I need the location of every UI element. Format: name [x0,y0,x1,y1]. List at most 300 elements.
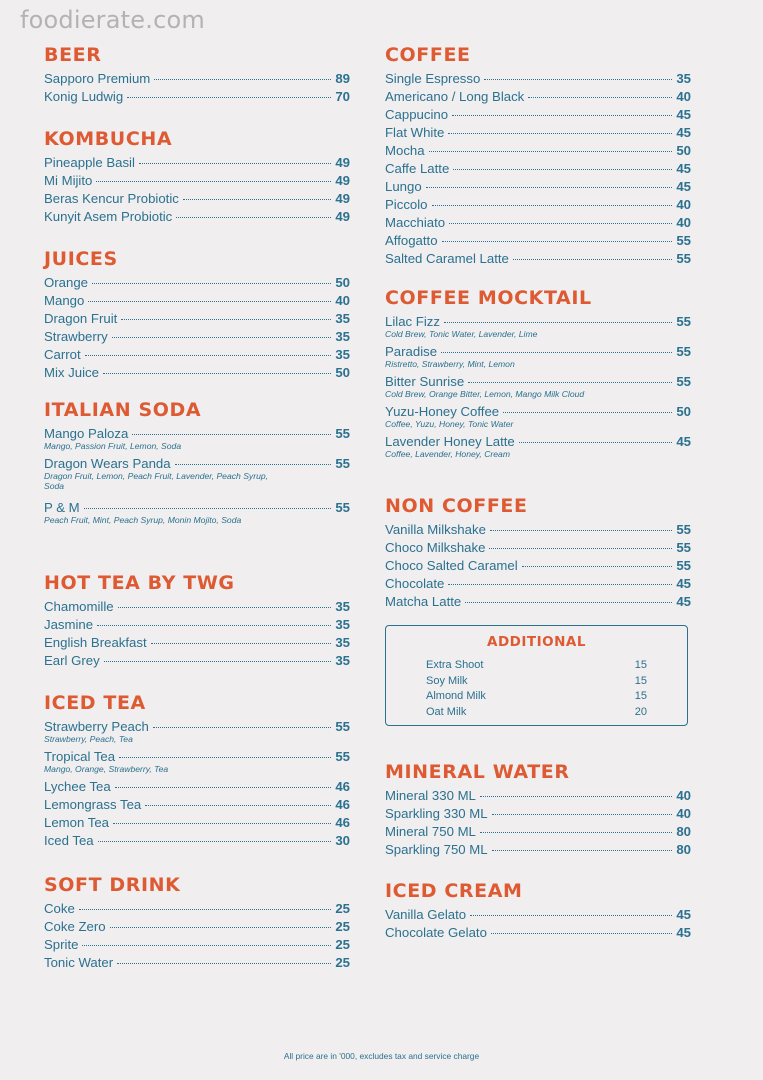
section-title: MINERAL WATER [385,761,570,783]
dot-leader [448,133,672,134]
item-price: 35 [335,635,350,650]
item-name: Strawberry [44,329,108,344]
menu-item-row [44,634,350,652]
dot-leader [468,382,672,383]
item-price: 40 [676,197,691,212]
item-description: Mango, Passion Fruit, Lemon, Soda [44,441,182,451]
menu-item [385,160,691,178]
menu-item-row [44,88,350,106]
item-name: Chamomille [44,599,114,614]
item-price: 45 [676,925,691,940]
dot-leader [448,584,672,585]
menu-item-list [385,906,691,942]
menu-item-row [44,598,350,616]
dot-leader [97,625,331,626]
menu-item-row [385,232,691,250]
item-name: Coke [44,901,75,916]
menu-item [385,70,691,88]
menu-item-row [44,796,350,814]
item-description: Strawberry, Peach, Tea [44,734,133,744]
item-price: 50 [335,275,350,290]
menu-item-list [44,425,350,525]
menu-item-list [385,521,691,611]
section-coffee [385,42,691,268]
menu-item [44,328,350,346]
menu-item-row [44,346,350,364]
menu-item-list [385,787,691,859]
dot-leader [117,963,331,964]
dot-leader [121,319,331,320]
menu-item-row [385,557,691,575]
item-price: 40 [676,788,691,803]
item-price: 55 [676,233,691,248]
dot-leader [426,187,672,188]
menu-item [44,346,350,364]
item-price: 25 [335,955,350,970]
item-name: Single Espresso [385,71,481,86]
menu-item-row [44,310,350,328]
item-name: Vanilla Milkshake [385,522,486,537]
item-price: 45 [676,161,691,176]
menu-item-row [385,124,691,142]
item-name: Choco Salted Caramel [385,558,518,573]
section-title: ICED CREAM [385,880,523,902]
additional-item-name: Soy Milk [426,674,468,687]
item-name: Carrot [44,347,81,362]
menu-item [385,924,691,942]
menu-item-row [44,918,350,936]
additional-item-price: 15 [634,674,647,687]
menu-item [385,557,691,575]
section-juices [44,246,350,382]
menu-item [44,598,350,616]
item-name: Lavender Honey Latte [385,434,515,449]
menu-item [44,718,350,744]
menu-item [385,433,691,459]
section-kombucha [44,126,350,226]
item-name: Strawberry Peach [44,719,149,734]
item-price: 49 [335,173,350,188]
dot-leader [115,787,331,788]
item-price: 45 [676,125,691,140]
dot-leader [452,115,672,116]
menu-item [44,455,350,491]
dot-leader [432,205,672,206]
menu-item [44,70,350,88]
item-price: 55 [676,540,691,555]
menu-item-row [385,70,691,88]
menu-item [44,900,350,918]
menu-item-list [44,900,350,972]
menu-item [44,292,350,310]
menu-item [44,954,350,972]
item-price: 35 [335,329,350,344]
item-price: 55 [676,558,691,573]
item-name: Mango [44,293,85,308]
section-italian-soda [44,397,350,529]
menu-item-row [44,154,350,172]
section-title: COFFEE [385,44,471,66]
item-price: 50 [335,365,350,380]
menu-item [385,805,691,823]
menu-item-row [44,814,350,832]
menu-item-list [44,70,350,106]
item-price: 55 [335,456,350,471]
item-name: Choco Milkshake [385,540,486,555]
dot-leader [480,832,672,833]
item-name: Bitter Sunrise [385,374,465,389]
menu-item-row [385,106,691,124]
menu-item-row [385,593,691,611]
item-price: 80 [676,824,691,839]
menu-item-row [44,778,350,796]
item-name: Affogatto [385,233,438,248]
menu-item-row [44,954,350,972]
item-name: Lungo [385,179,422,194]
item-name: Lilac Fizz [385,314,440,329]
dot-leader [470,915,672,916]
dot-leader [453,169,672,170]
menu-item-row [385,521,691,539]
item-name: Vanilla Gelato [385,907,467,922]
additional-item-price: 20 [634,705,647,718]
dot-leader [429,151,672,152]
item-price: 40 [676,806,691,821]
item-name: Sapporo Premium [44,71,151,86]
menu-item-row [44,292,350,310]
menu-item [44,748,350,774]
item-name: Macchiato [385,215,446,230]
menu-item [44,936,350,954]
item-price: 55 [676,251,691,266]
menu-item-row [385,196,691,214]
menu-item-row [44,190,350,208]
item-price: 80 [676,842,691,857]
menu-item [385,313,691,339]
item-name: Sparkling 330 ML [385,806,488,821]
item-price: 35 [335,599,350,614]
dot-leader [132,434,331,435]
item-price: 55 [335,500,350,515]
item-description: Mango, Orange, Strawberry, Tea [44,764,169,774]
item-name: Paradise [385,344,438,359]
item-name: Matcha Latte [385,594,462,609]
additional-item-price: 15 [634,690,647,702]
item-price: 25 [335,919,350,934]
additional-title: ADDITIONAL [487,634,586,650]
item-name: Earl Grey [44,653,100,668]
item-name: P & M [44,500,80,515]
menu-item [44,778,350,796]
item-name: Lemongrass Tea [44,797,142,812]
item-description: Coffee, Lavender, Honey, Cream [385,449,510,459]
menu-item [44,832,350,850]
additional-item-name: Extra Shoot [426,659,484,671]
menu-item [44,814,350,832]
dot-leader [84,508,331,509]
menu-item [385,178,691,196]
item-price: 50 [676,404,691,419]
menu-item-row [385,787,691,805]
additional-item-name: Almond Milk [426,690,486,702]
item-price: 46 [335,797,350,812]
menu-item [385,88,691,106]
menu-item [385,214,691,232]
item-name: Dragon Fruit [44,311,118,326]
section-hot-tea-by-twg [44,570,350,670]
menu-item [44,88,350,106]
menu-item [44,208,350,226]
menu-item-row [385,142,691,160]
dot-leader [104,661,331,662]
menu-item [385,539,691,557]
item-price: 35 [676,71,691,86]
menu-item-row [44,328,350,346]
additional-item [386,689,687,705]
item-price: 35 [335,347,350,362]
item-description: Cold Brew, Tonic Water, Lavender, Lime [385,329,538,339]
dot-leader [151,643,331,644]
dot-leader [492,850,672,851]
item-name: Tropical Tea [44,749,116,764]
item-name: Chocolate Gelato [385,925,487,940]
section-title: BEER [44,44,102,66]
dot-leader [113,823,331,824]
menu-item [44,425,350,451]
dot-leader [85,355,331,356]
dot-leader [480,796,672,797]
item-price: 40 [335,293,350,308]
item-price: 50 [676,143,691,158]
menu-item-list [44,598,350,670]
item-name: Tonic Water [44,955,114,970]
dot-leader [513,259,672,260]
dot-leader [175,464,331,465]
dot-leader [82,945,331,946]
item-price: 46 [335,779,350,794]
dot-leader [103,373,331,374]
menu-item [385,106,691,124]
item-price: 45 [676,576,691,591]
menu-item-row [385,823,691,841]
menu-item [385,232,691,250]
menu-item-row [44,70,350,88]
item-description: Coffee, Yuzu, Honey, Tonic Water [385,419,514,429]
section-soft-drink [44,872,350,972]
dot-leader [176,217,331,218]
additional-box [385,625,688,726]
item-price: 45 [676,907,691,922]
item-price: 55 [676,314,691,329]
section-title: ITALIAN SODA [44,399,202,421]
additional-item [386,705,687,721]
item-name: Mocha [385,143,425,158]
menu-item [385,142,691,160]
additional-item-name: Oat Milk [426,705,467,718]
item-description: Dragon Fruit, Lemon, Peach Fruit, Lavender, Peach Syrup, Soda [44,471,269,491]
menu-item-list [385,70,691,268]
menu-item-row [44,364,350,382]
item-price: 89 [335,71,350,86]
item-name: Konig Ludwig [44,89,124,104]
item-name: English Breakfast [44,635,147,650]
menu-item [44,310,350,328]
item-price: 49 [335,209,350,224]
item-price: 70 [335,89,350,104]
item-description: Peach Fruit, Mint, Peach Syrup, Monin Mojito, Soda [44,515,242,525]
item-name: Mineral 750 ML [385,824,476,839]
item-name: Yuzu-Honey Coffee [385,404,500,419]
menu-item [44,499,350,525]
item-name: Sprite [44,937,79,952]
menu-item [385,906,691,924]
item-name: Dragon Wears Panda [44,456,171,471]
menu-item [44,364,350,382]
menu-item-row [385,841,691,859]
menu-item [44,154,350,172]
item-price: 46 [335,815,350,830]
dot-leader [154,79,331,80]
item-price: 40 [676,89,691,104]
dot-leader [118,607,331,608]
dot-leader [465,602,672,603]
item-name: Caffe Latte [385,161,450,176]
dot-leader [519,442,672,443]
menu-item [385,841,691,859]
section-beer [44,42,350,106]
dot-leader [444,322,672,323]
menu-item [44,616,350,634]
menu-item-row [44,172,350,190]
menu-item [44,274,350,292]
section-iced-cream [385,878,691,942]
menu-item-list [44,718,350,850]
item-name: Lychee Tea [44,779,111,794]
dot-leader [183,199,331,200]
section-non-coffee [385,493,691,611]
additional-item [386,658,687,674]
dot-leader [127,97,331,98]
menu-item-list [385,313,691,459]
item-name: Sparkling 750 ML [385,842,488,857]
item-name: Iced Tea [44,833,94,848]
item-price: 55 [676,374,691,389]
item-price: 45 [676,107,691,122]
dot-leader [96,181,331,182]
menu-item [385,343,691,369]
item-name: Mi Mijito [44,173,93,188]
dot-leader [98,841,331,842]
dot-leader [110,927,331,928]
item-price: 55 [676,522,691,537]
menu-item [44,190,350,208]
menu-item [385,575,691,593]
menu-item-row [385,250,691,268]
item-description: Cold Brew, Orange Bitter, Lemon, Mango Milk Cloud [385,389,585,399]
menu-item [385,373,691,399]
section-title: COFFEE MOCKTAIL [385,287,592,309]
item-name: Mineral 330 ML [385,788,476,803]
item-price: 40 [676,215,691,230]
additional-item-price: 15 [634,659,647,671]
item-price: 30 [335,833,350,848]
dot-leader [491,933,672,934]
section-title: SOFT DRINK [44,874,181,896]
menu-item-list [44,154,350,226]
item-name: Lemon Tea [44,815,110,830]
item-name: Mango Paloza [44,426,129,441]
menu-item-row [44,616,350,634]
item-name: Jasmine [44,617,94,632]
item-name: Chocolate [385,576,445,591]
item-price: 55 [335,719,350,734]
item-price: 35 [335,653,350,668]
dot-leader [145,805,331,806]
item-name: Pineapple Basil [44,155,135,170]
menu-item-list [44,274,350,382]
dot-leader [153,727,331,728]
dot-leader [88,301,331,302]
menu-item-row [44,274,350,292]
menu-item-row [385,178,691,196]
dot-leader [79,909,331,910]
dot-leader [119,757,331,758]
section-title: HOT TEA BY TWG [44,572,235,594]
menu-item-row [44,936,350,954]
item-name: Americano / Long Black [385,89,525,104]
item-name: Coke Zero [44,919,106,934]
menu-item [385,787,691,805]
item-price: 25 [335,937,350,952]
menu-item-row [385,214,691,232]
item-price: 45 [676,594,691,609]
dot-leader [484,79,672,80]
section-iced-tea [44,690,350,850]
section-title: ICED TEA [44,692,146,714]
menu-item [44,172,350,190]
item-price: 55 [676,344,691,359]
section-title: KOMBUCHA [44,128,173,150]
menu-item [385,593,691,611]
dot-leader [492,814,672,815]
menu-item [385,403,691,429]
menu-item [385,521,691,539]
menu-item [44,796,350,814]
menu-item-row [385,575,691,593]
watermark: foodierate.com [20,6,205,34]
menu-item [385,823,691,841]
dot-leader [112,337,331,338]
item-name: Beras Kencur Probiotic [44,191,179,206]
menu-item-row [44,208,350,226]
section-title: NON COFFEE [385,495,528,517]
item-price: 55 [335,426,350,441]
menu-item-row [385,160,691,178]
additional-item [386,674,687,690]
menu-item-row [385,924,691,942]
item-name: Mix Juice [44,365,99,380]
section-coffee-mocktail [385,285,691,463]
menu-item-row [385,539,691,557]
price-footnote: All price are in '000, excludes tax and service charge [283,1051,480,1061]
dot-leader [489,548,672,549]
menu-item [385,196,691,214]
item-name: Orange [44,275,88,290]
item-price: 55 [335,749,350,764]
item-price: 35 [335,311,350,326]
menu-item-row [385,88,691,106]
item-price: 25 [335,901,350,916]
